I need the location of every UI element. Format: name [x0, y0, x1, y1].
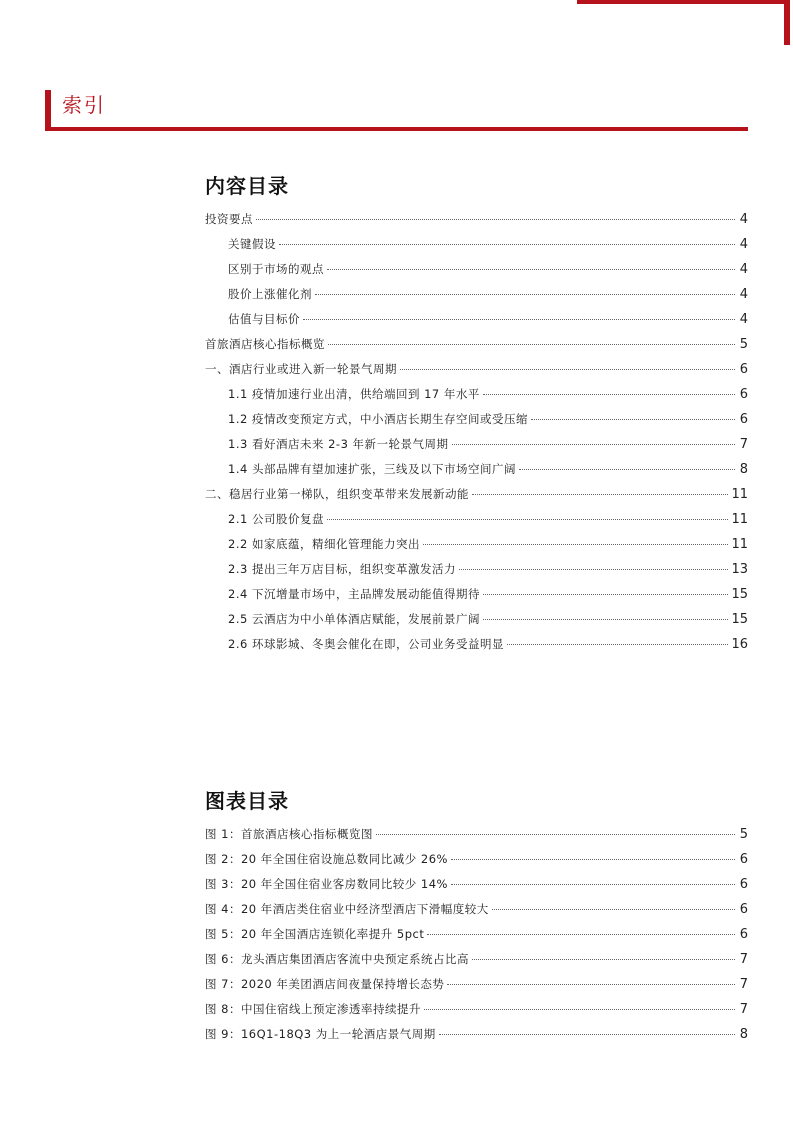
corner-accent-right — [784, 0, 790, 45]
figure-entry-label: 图 1：首旅酒店核心指标概览图 — [205, 827, 373, 841]
toc-entry[interactable] — [205, 382, 748, 407]
figure-entry[interactable] — [205, 947, 748, 972]
toc-entry[interactable] — [205, 532, 748, 557]
dot-leader — [424, 1009, 735, 1010]
toc-entry-label: 关键假设 — [228, 237, 276, 251]
dot-leader — [459, 569, 729, 570]
dot-leader — [483, 619, 729, 620]
toc-entry-label: 1.1 疫情加速行业出清，供给端回到 17 年水平 — [228, 387, 480, 401]
toc-entry-page-number: 4 — [739, 312, 748, 327]
toc-entry-page-number: 8 — [739, 462, 748, 477]
toc-entry-page-number: 7 — [739, 437, 748, 452]
toc-entry[interactable] — [205, 432, 748, 457]
figure-entry[interactable] — [205, 872, 748, 897]
dot-leader — [315, 294, 735, 295]
toc-entry-label: 一、酒店行业或进入新一轮景气周期 — [205, 362, 397, 376]
dot-leader — [328, 344, 735, 345]
toc-entry[interactable] — [205, 207, 748, 232]
toc-entry-page-number: 11 — [731, 487, 748, 502]
header-title: 索引 — [62, 93, 106, 117]
dot-leader — [423, 544, 729, 545]
toc-entry-label: 2.4 下沉增量市场中，主品牌发展动能值得期待 — [228, 587, 480, 601]
figure-entry-page-number: 7 — [739, 1002, 748, 1017]
toc-entry[interactable] — [205, 557, 748, 582]
toc-entry-label: 2.2 如家底蕴，精细化管理能力突出 — [228, 537, 420, 551]
figure-entry-label: 图 7：2020 年美团酒店间夜量保持增长态势 — [205, 977, 445, 991]
dot-leader — [519, 469, 735, 470]
toc-entry[interactable] — [205, 407, 748, 432]
toc-entry-label: 2.1 公司股价复盘 — [228, 512, 324, 526]
toc-entry[interactable] — [205, 457, 748, 482]
figure-entry-page-number: 5 — [739, 827, 748, 842]
toc-entry-page-number: 15 — [731, 587, 748, 602]
toc-entry-label: 1.4 头部品牌有望加速扩张，三线及以下市场空间广阔 — [228, 462, 516, 476]
figure-entry-label: 图 9：16Q1-18Q3 为上一轮酒店景气周期 — [205, 1027, 436, 1041]
toc-entry-label: 股价上涨催化剂 — [228, 287, 312, 301]
figure-entry-page-number: 6 — [739, 877, 748, 892]
dot-leader — [447, 984, 735, 985]
toc-entry-label: 估值与目标价 — [228, 312, 300, 326]
dot-leader — [327, 269, 735, 270]
figure-entry-page-number: 6 — [739, 927, 748, 942]
figure-list — [205, 822, 748, 1047]
dot-leader — [483, 394, 735, 395]
toc-entry[interactable] — [205, 307, 748, 332]
toc-entry[interactable] — [205, 232, 748, 257]
toc-entry-page-number: 4 — [739, 262, 748, 277]
dot-leader — [439, 1034, 735, 1035]
toc-entry-page-number: 13 — [731, 562, 748, 577]
dot-leader — [279, 244, 735, 245]
toc-entry-label: 2.5 云酒店为中小单体酒店赋能，发展前景广阔 — [228, 612, 480, 626]
toc-entry[interactable] — [205, 632, 748, 657]
figure-entry[interactable] — [205, 897, 748, 922]
toc-entry[interactable] — [205, 257, 748, 282]
dot-leader — [376, 834, 735, 835]
figure-entry-label: 图 8：中国住宿线上预定渗透率持续提升 — [205, 1002, 421, 1016]
dot-leader — [531, 419, 735, 420]
toc-entry-label: 首旅酒店核心指标概览 — [205, 337, 325, 351]
figure-entry-label: 图 6：龙头酒店集团酒店客流中央预定系统占比高 — [205, 952, 469, 966]
figure-entry[interactable] — [205, 922, 748, 947]
figure-entry-page-number: 6 — [739, 902, 748, 917]
toc-entry-label: 2.6 环球影城、冬奥会催化在即，公司业务受益明显 — [228, 637, 504, 651]
dot-leader — [483, 594, 729, 595]
figure-entry[interactable] — [205, 997, 748, 1022]
dot-leader — [452, 444, 735, 445]
toc-entry[interactable] — [205, 282, 748, 307]
toc-entry[interactable] — [205, 582, 748, 607]
figure-entry-label: 图 2：20 年全国住宿设施总数同比减少 26% — [205, 852, 448, 866]
toc-entry-page-number: 6 — [739, 412, 748, 427]
figure-entry[interactable] — [205, 847, 748, 872]
figure-entry[interactable] — [205, 1022, 748, 1047]
dot-leader — [327, 519, 729, 520]
toc-entry[interactable] — [205, 332, 748, 357]
toc-entry-page-number: 5 — [739, 337, 748, 352]
figure-entry-page-number: 8 — [739, 1027, 748, 1042]
toc-list — [205, 207, 748, 657]
dot-leader — [472, 494, 728, 495]
toc-entry-label: 1.2 疫情改变预定方式，中小酒店长期生存空间或受压缩 — [228, 412, 528, 426]
figure-entry-label: 图 4：20 年酒店类住宿业中经济型酒店下滑幅度较大 — [205, 902, 489, 916]
dot-leader — [451, 859, 735, 860]
dot-leader — [400, 369, 735, 370]
figure-list-title: 图表目录 — [205, 789, 289, 813]
toc-entry-label: 区别于市场的观点 — [228, 262, 324, 276]
toc-entry-label: 二、稳居行业第一梯队，组织变革带来发展新动能 — [205, 487, 469, 501]
toc-entry[interactable] — [205, 507, 748, 532]
toc-entry-label: 投资要点 — [205, 212, 253, 226]
toc-entry-page-number: 6 — [739, 362, 748, 377]
header-accent-bar — [45, 90, 51, 130]
figure-entry-label: 图 5：20 年全国酒店连锁化率提升 5pct — [205, 927, 425, 941]
toc-entry[interactable] — [205, 607, 748, 632]
figure-entry[interactable] — [205, 822, 748, 847]
toc-entry-page-number: 4 — [739, 287, 748, 302]
dot-leader — [472, 959, 735, 960]
toc-title: 内容目录 — [205, 174, 289, 198]
toc-entry-page-number: 4 — [739, 237, 748, 252]
dot-leader — [303, 319, 735, 320]
toc-entry-page-number: 11 — [731, 512, 748, 527]
header-rule — [45, 127, 748, 131]
toc-entry[interactable] — [205, 482, 748, 507]
toc-entry-label: 2.3 提出三年万店目标，组织变革激发活力 — [228, 562, 456, 576]
toc-entry-label: 1.3 看好酒店未来 2-3 年新一轮景气周期 — [228, 437, 449, 451]
toc-entry-page-number: 4 — [739, 212, 748, 227]
figure-entry-label: 图 3：20 年全国住宿业客房数同比较少 14% — [205, 877, 448, 891]
toc-entry-page-number: 6 — [739, 387, 748, 402]
figure-entry-page-number: 7 — [739, 952, 748, 967]
dot-leader — [451, 884, 735, 885]
corner-accent-top — [577, 0, 790, 4]
dot-leader — [427, 934, 735, 935]
toc-entry-page-number: 15 — [731, 612, 748, 627]
dot-leader — [256, 219, 735, 220]
figure-entry-page-number: 7 — [739, 977, 748, 992]
toc-entry[interactable] — [205, 357, 748, 382]
figure-entry-page-number: 6 — [739, 852, 748, 867]
dot-leader — [492, 909, 735, 910]
figure-entry[interactable] — [205, 972, 748, 997]
dot-leader — [507, 644, 729, 645]
toc-entry-page-number: 16 — [731, 637, 748, 652]
toc-entry-page-number: 11 — [731, 537, 748, 552]
